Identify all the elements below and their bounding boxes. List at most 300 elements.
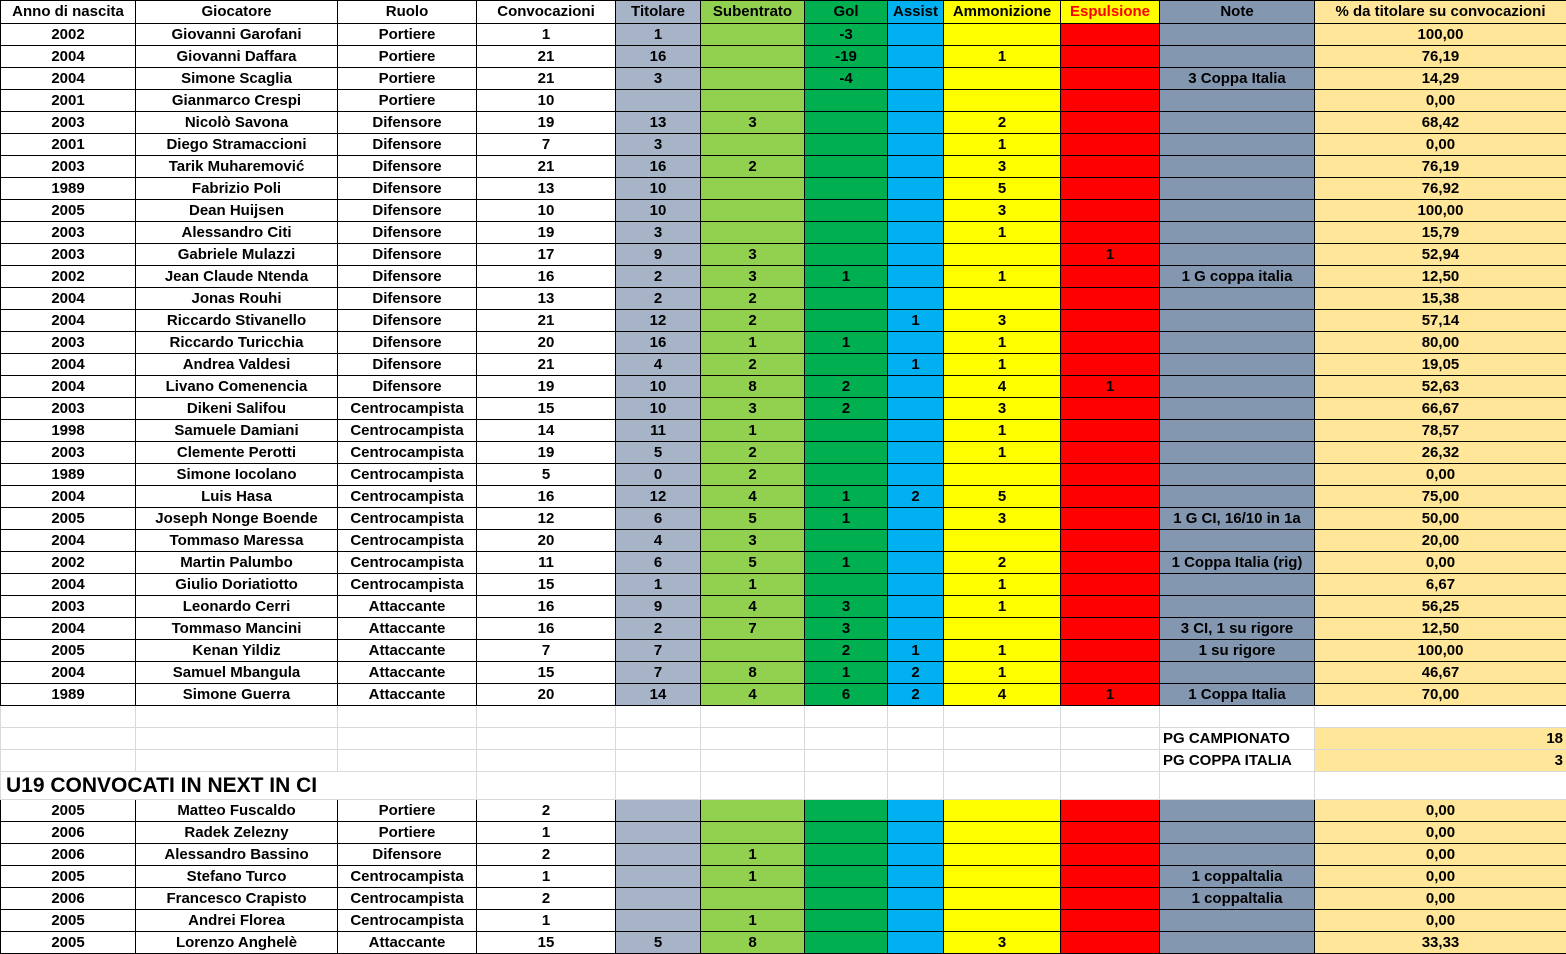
empty-cell[interactable] — [1061, 706, 1160, 728]
cell-giocatore[interactable]: Matteo Fuscaldo — [136, 800, 338, 822]
cell-gol[interactable] — [805, 910, 888, 932]
cell-assist[interactable] — [888, 596, 944, 618]
cell-ruolo[interactable]: Centrocampista — [338, 508, 477, 530]
cell-espulsione[interactable] — [1061, 508, 1160, 530]
cell-percentuale[interactable]: 15,38 — [1315, 288, 1566, 310]
cell-espulsione[interactable] — [1061, 640, 1160, 662]
cell-ruolo[interactable]: Portiere — [338, 90, 477, 112]
empty-cell[interactable] — [701, 750, 805, 772]
cell-subentrato[interactable]: 3 — [701, 530, 805, 552]
cell-giocatore[interactable]: Nicolò Savona — [136, 112, 338, 134]
cell-subentrato[interactable]: 2 — [701, 288, 805, 310]
cell-giocatore[interactable]: Francesco Crapisto — [136, 888, 338, 910]
cell-percentuale[interactable]: 68,42 — [1315, 112, 1566, 134]
cell-espulsione[interactable] — [1061, 618, 1160, 640]
cell-ruolo[interactable]: Attaccante — [338, 618, 477, 640]
cell-ruolo[interactable]: Attaccante — [338, 684, 477, 706]
cell-giocatore[interactable]: Giovanni Garofani — [136, 24, 338, 46]
cell-ammonizione[interactable] — [944, 90, 1061, 112]
cell-ammonizione[interactable]: 3 — [944, 156, 1061, 178]
cell-percentuale[interactable]: 0,00 — [1315, 464, 1566, 486]
cell-note[interactable] — [1160, 376, 1315, 398]
cell-note[interactable]: 1 coppaltalia — [1160, 888, 1315, 910]
cell-titolare[interactable] — [616, 910, 701, 932]
cell-convocazioni[interactable]: 15 — [477, 398, 616, 420]
cell-gol[interactable] — [805, 800, 888, 822]
cell-subentrato[interactable]: 3 — [701, 112, 805, 134]
cell-gol[interactable] — [805, 90, 888, 112]
cell-assist[interactable] — [888, 46, 944, 68]
cell-espulsione[interactable] — [1061, 888, 1160, 910]
cell-anno[interactable]: 2002 — [1, 266, 136, 288]
cell-subentrato[interactable]: 8 — [701, 932, 805, 954]
cell-percentuale[interactable]: 75,00 — [1315, 486, 1566, 508]
cell-espulsione[interactable] — [1061, 552, 1160, 574]
cell-percentuale[interactable]: 0,00 — [1315, 552, 1566, 574]
cell-convocazioni[interactable]: 10 — [477, 90, 616, 112]
header-percentuale[interactable]: % da titolare su convocazioni — [1315, 1, 1566, 24]
empty-cell[interactable] — [701, 728, 805, 750]
cell-note[interactable] — [1160, 178, 1315, 200]
cell-espulsione[interactable] — [1061, 46, 1160, 68]
cell-anno[interactable]: 2006 — [1, 888, 136, 910]
cell-note[interactable]: 1 coppaltalia — [1160, 866, 1315, 888]
cell-assist[interactable] — [888, 112, 944, 134]
cell-subentrato[interactable] — [701, 800, 805, 822]
cell-anno[interactable]: 1989 — [1, 464, 136, 486]
empty-cell[interactable] — [1160, 706, 1315, 728]
cell-gol[interactable]: -3 — [805, 24, 888, 46]
cell-ammonizione[interactable]: 1 — [944, 574, 1061, 596]
cell-subentrato[interactable]: 5 — [701, 552, 805, 574]
cell-ruolo[interactable]: Difensore — [338, 332, 477, 354]
cell-assist[interactable]: 2 — [888, 684, 944, 706]
cell-titolare[interactable]: 7 — [616, 662, 701, 684]
cell-ruolo[interactable]: Attaccante — [338, 662, 477, 684]
cell-titolare[interactable] — [616, 844, 701, 866]
cell-percentuale[interactable]: 6,67 — [1315, 574, 1566, 596]
cell-ruolo[interactable]: Centrocampista — [338, 420, 477, 442]
empty-cell[interactable] — [944, 706, 1061, 728]
cell-percentuale[interactable]: 52,63 — [1315, 376, 1566, 398]
cell-note[interactable]: 3 CI, 1 su rigore — [1160, 618, 1315, 640]
cell-anno[interactable]: 2003 — [1, 112, 136, 134]
cell-giocatore[interactable]: Jonas Rouhi — [136, 288, 338, 310]
cell-gol[interactable]: 2 — [805, 376, 888, 398]
cell-assist[interactable] — [888, 200, 944, 222]
cell-gol[interactable]: 1 — [805, 486, 888, 508]
cell-anno[interactable]: 2002 — [1, 552, 136, 574]
cell-convocazioni[interactable]: 19 — [477, 112, 616, 134]
empty-cell[interactable] — [944, 772, 1061, 800]
cell-gol[interactable] — [805, 888, 888, 910]
pg-coppa-italia-label[interactable]: PG COPPA ITALIA — [1160, 750, 1315, 772]
cell-subentrato[interactable]: 1 — [701, 332, 805, 354]
empty-cell[interactable] — [338, 750, 477, 772]
cell-ammonizione[interactable]: 5 — [944, 486, 1061, 508]
cell-percentuale[interactable]: 12,50 — [1315, 266, 1566, 288]
cell-subentrato[interactable] — [701, 46, 805, 68]
cell-anno[interactable]: 2003 — [1, 398, 136, 420]
cell-subentrato[interactable] — [701, 178, 805, 200]
cell-note[interactable] — [1160, 442, 1315, 464]
cell-anno[interactable]: 2005 — [1, 640, 136, 662]
cell-percentuale[interactable]: 100,00 — [1315, 24, 1566, 46]
cell-ammonizione[interactable]: 1 — [944, 662, 1061, 684]
cell-percentuale[interactable]: 0,00 — [1315, 888, 1566, 910]
cell-giocatore[interactable]: Clemente Perotti — [136, 442, 338, 464]
cell-percentuale[interactable]: 0,00 — [1315, 866, 1566, 888]
empty-cell[interactable] — [136, 706, 338, 728]
cell-ammonizione[interactable]: 1 — [944, 420, 1061, 442]
cell-ammonizione[interactable]: 5 — [944, 178, 1061, 200]
cell-subentrato[interactable]: 8 — [701, 662, 805, 684]
header-assist[interactable]: Assist — [888, 1, 944, 24]
cell-titolare[interactable]: 0 — [616, 464, 701, 486]
cell-note[interactable] — [1160, 288, 1315, 310]
cell-convocazioni[interactable]: 19 — [477, 442, 616, 464]
cell-ammonizione[interactable]: 1 — [944, 640, 1061, 662]
cell-ammonizione[interactable] — [944, 288, 1061, 310]
cell-assist[interactable] — [888, 800, 944, 822]
cell-assist[interactable]: 1 — [888, 354, 944, 376]
empty-cell[interactable] — [805, 750, 888, 772]
cell-note[interactable] — [1160, 90, 1315, 112]
empty-cell[interactable] — [136, 750, 338, 772]
cell-giocatore[interactable]: Kenan Yildiz — [136, 640, 338, 662]
cell-titolare[interactable]: 4 — [616, 530, 701, 552]
cell-ammonizione[interactable] — [944, 844, 1061, 866]
cell-percentuale[interactable]: 15,79 — [1315, 222, 1566, 244]
cell-note[interactable] — [1160, 800, 1315, 822]
cell-assist[interactable] — [888, 68, 944, 90]
cell-gol[interactable] — [805, 200, 888, 222]
header-note[interactable]: Note — [1160, 1, 1315, 24]
cell-titolare[interactable]: 10 — [616, 376, 701, 398]
empty-cell[interactable] — [616, 728, 701, 750]
cell-convocazioni[interactable]: 13 — [477, 288, 616, 310]
cell-convocazioni[interactable]: 15 — [477, 662, 616, 684]
cell-percentuale[interactable]: 14,29 — [1315, 68, 1566, 90]
cell-ammonizione[interactable] — [944, 888, 1061, 910]
cell-percentuale[interactable]: 19,05 — [1315, 354, 1566, 376]
cell-assist[interactable] — [888, 552, 944, 574]
cell-ruolo[interactable]: Centrocampista — [338, 552, 477, 574]
empty-cell[interactable] — [477, 750, 616, 772]
cell-note[interactable]: 1 Coppa Italia — [1160, 684, 1315, 706]
cell-ammonizione[interactable] — [944, 530, 1061, 552]
cell-note[interactable]: 3 Coppa Italia — [1160, 68, 1315, 90]
cell-giocatore[interactable]: Tommaso Mancini — [136, 618, 338, 640]
header-espulsione[interactable]: Espulsione — [1061, 1, 1160, 24]
cell-convocazioni[interactable]: 10 — [477, 200, 616, 222]
cell-subentrato[interactable]: 2 — [701, 464, 805, 486]
cell-ammonizione[interactable]: 1 — [944, 46, 1061, 68]
cell-anno[interactable]: 2004 — [1, 46, 136, 68]
cell-percentuale[interactable]: 78,57 — [1315, 420, 1566, 442]
empty-cell[interactable] — [1, 706, 136, 728]
empty-cell[interactable] — [1061, 750, 1160, 772]
cell-convocazioni[interactable]: 2 — [477, 800, 616, 822]
cell-note[interactable] — [1160, 662, 1315, 684]
header-convocazioni[interactable]: Convocazioni — [477, 1, 616, 24]
cell-ruolo[interactable]: Difensore — [338, 222, 477, 244]
cell-convocazioni[interactable]: 5 — [477, 464, 616, 486]
cell-giocatore[interactable]: Dikeni Salifou — [136, 398, 338, 420]
cell-gol[interactable]: 3 — [805, 596, 888, 618]
cell-gol[interactable]: 3 — [805, 618, 888, 640]
cell-titolare[interactable]: 9 — [616, 596, 701, 618]
cell-percentuale[interactable]: 50,00 — [1315, 508, 1566, 530]
cell-note[interactable] — [1160, 46, 1315, 68]
cell-convocazioni[interactable]: 7 — [477, 134, 616, 156]
cell-giocatore[interactable]: Samuele Damiani — [136, 420, 338, 442]
cell-ammonizione[interactable]: 1 — [944, 442, 1061, 464]
cell-note[interactable] — [1160, 200, 1315, 222]
cell-subentrato[interactable]: 7 — [701, 618, 805, 640]
cell-note[interactable] — [1160, 596, 1315, 618]
cell-convocazioni[interactable]: 21 — [477, 354, 616, 376]
header-anno[interactable]: Anno di nascita — [1, 1, 136, 24]
empty-cell[interactable] — [805, 728, 888, 750]
cell-note[interactable] — [1160, 464, 1315, 486]
empty-cell[interactable] — [338, 706, 477, 728]
cell-titolare[interactable]: 7 — [616, 640, 701, 662]
cell-convocazioni[interactable]: 15 — [477, 574, 616, 596]
cell-espulsione[interactable] — [1061, 932, 1160, 954]
cell-titolare[interactable]: 13 — [616, 112, 701, 134]
cell-titolare[interactable]: 3 — [616, 68, 701, 90]
cell-subentrato[interactable] — [701, 134, 805, 156]
cell-subentrato[interactable]: 1 — [701, 866, 805, 888]
empty-cell[interactable] — [477, 706, 616, 728]
cell-assist[interactable] — [888, 156, 944, 178]
cell-espulsione[interactable] — [1061, 200, 1160, 222]
cell-ammonizione[interactable] — [944, 866, 1061, 888]
cell-subentrato[interactable] — [701, 68, 805, 90]
cell-titolare[interactable]: 16 — [616, 156, 701, 178]
cell-anno[interactable]: 1998 — [1, 420, 136, 442]
cell-note[interactable] — [1160, 574, 1315, 596]
cell-convocazioni[interactable]: 16 — [477, 486, 616, 508]
cell-subentrato[interactable] — [701, 888, 805, 910]
cell-ammonizione[interactable] — [944, 822, 1061, 844]
cell-ruolo[interactable]: Portiere — [338, 46, 477, 68]
cell-ruolo[interactable]: Difensore — [338, 266, 477, 288]
pg-campionato-value[interactable]: 18 — [1315, 728, 1566, 750]
cell-note[interactable]: 1 su rigore — [1160, 640, 1315, 662]
cell-espulsione[interactable]: 1 — [1061, 376, 1160, 398]
cell-anno[interactable]: 2005 — [1, 200, 136, 222]
cell-anno[interactable]: 2003 — [1, 222, 136, 244]
cell-gol[interactable] — [805, 442, 888, 464]
cell-gol[interactable]: 1 — [805, 332, 888, 354]
cell-assist[interactable] — [888, 266, 944, 288]
cell-espulsione[interactable] — [1061, 822, 1160, 844]
empty-cell[interactable] — [1315, 772, 1566, 800]
cell-gol[interactable] — [805, 222, 888, 244]
cell-giocatore[interactable]: Tarik Muharemović — [136, 156, 338, 178]
cell-ammonizione[interactable] — [944, 244, 1061, 266]
cell-assist[interactable] — [888, 618, 944, 640]
cell-giocatore[interactable]: Simone Iocolano — [136, 464, 338, 486]
cell-ammonizione[interactable] — [944, 618, 1061, 640]
cell-ruolo[interactable]: Portiere — [338, 68, 477, 90]
cell-ammonizione[interactable] — [944, 68, 1061, 90]
cell-anno[interactable]: 2004 — [1, 574, 136, 596]
cell-giocatore[interactable]: Stefano Turco — [136, 866, 338, 888]
cell-convocazioni[interactable]: 19 — [477, 376, 616, 398]
cell-percentuale[interactable]: 0,00 — [1315, 800, 1566, 822]
cell-ammonizione[interactable]: 1 — [944, 596, 1061, 618]
cell-giocatore[interactable]: Alessandro Citi — [136, 222, 338, 244]
cell-percentuale[interactable]: 66,67 — [1315, 398, 1566, 420]
cell-giocatore[interactable]: Lorenzo Anghelè — [136, 932, 338, 954]
cell-subentrato[interactable]: 4 — [701, 486, 805, 508]
cell-gol[interactable]: -4 — [805, 68, 888, 90]
cell-giocatore[interactable]: Radek Zelezny — [136, 822, 338, 844]
cell-giocatore[interactable]: Simone Guerra — [136, 684, 338, 706]
cell-titolare[interactable]: 4 — [616, 354, 701, 376]
empty-cell[interactable] — [477, 728, 616, 750]
cell-gol[interactable] — [805, 134, 888, 156]
cell-convocazioni[interactable]: 16 — [477, 266, 616, 288]
cell-note[interactable] — [1160, 244, 1315, 266]
cell-note[interactable] — [1160, 822, 1315, 844]
cell-subentrato[interactable] — [701, 640, 805, 662]
cell-giocatore[interactable]: Dean Huijsen — [136, 200, 338, 222]
cell-subentrato[interactable]: 2 — [701, 156, 805, 178]
cell-anno[interactable]: 2004 — [1, 310, 136, 332]
cell-espulsione[interactable] — [1061, 288, 1160, 310]
cell-ammonizione[interactable]: 3 — [944, 398, 1061, 420]
cell-titolare[interactable]: 6 — [616, 508, 701, 530]
cell-giocatore[interactable]: Giulio Doriatiotto — [136, 574, 338, 596]
cell-subentrato[interactable] — [701, 24, 805, 46]
cell-titolare[interactable]: 1 — [616, 24, 701, 46]
cell-espulsione[interactable] — [1061, 332, 1160, 354]
cell-ammonizione[interactable]: 1 — [944, 134, 1061, 156]
cell-ammonizione[interactable] — [944, 464, 1061, 486]
cell-gol[interactable] — [805, 844, 888, 866]
cell-assist[interactable] — [888, 822, 944, 844]
cell-assist[interactable] — [888, 442, 944, 464]
cell-gol[interactable] — [805, 112, 888, 134]
cell-note[interactable]: 1 G coppa italia — [1160, 266, 1315, 288]
cell-convocazioni[interactable]: 1 — [477, 910, 616, 932]
cell-titolare[interactable]: 12 — [616, 486, 701, 508]
cell-percentuale[interactable]: 26,32 — [1315, 442, 1566, 464]
cell-anno[interactable]: 2003 — [1, 156, 136, 178]
cell-note[interactable] — [1160, 134, 1315, 156]
cell-giocatore[interactable]: Andrei Florea — [136, 910, 338, 932]
empty-cell[interactable] — [944, 728, 1061, 750]
cell-ruolo[interactable]: Centrocampista — [338, 464, 477, 486]
cell-espulsione[interactable] — [1061, 222, 1160, 244]
cell-ammonizione[interactable]: 3 — [944, 508, 1061, 530]
cell-assist[interactable] — [888, 244, 944, 266]
cell-giocatore[interactable]: Riccardo Stivanello — [136, 310, 338, 332]
cell-anno[interactable]: 2005 — [1, 932, 136, 954]
cell-ruolo[interactable]: Difensore — [338, 376, 477, 398]
cell-convocazioni[interactable]: 2 — [477, 888, 616, 910]
cell-ruolo[interactable]: Attaccante — [338, 640, 477, 662]
cell-assist[interactable]: 2 — [888, 486, 944, 508]
cell-assist[interactable] — [888, 888, 944, 910]
cell-giocatore[interactable]: Giovanni Daffara — [136, 46, 338, 68]
cell-anno[interactable]: 2003 — [1, 596, 136, 618]
cell-espulsione[interactable]: 1 — [1061, 684, 1160, 706]
cell-anno[interactable]: 1989 — [1, 178, 136, 200]
cell-titolare[interactable]: 3 — [616, 134, 701, 156]
cell-percentuale[interactable]: 100,00 — [1315, 640, 1566, 662]
cell-ammonizione[interactable]: 1 — [944, 266, 1061, 288]
cell-anno[interactable]: 2003 — [1, 332, 136, 354]
cell-convocazioni[interactable]: 21 — [477, 310, 616, 332]
empty-cell[interactable] — [1061, 728, 1160, 750]
empty-cell[interactable] — [338, 728, 477, 750]
empty-cell[interactable] — [701, 772, 805, 800]
cell-espulsione[interactable] — [1061, 354, 1160, 376]
cell-percentuale[interactable]: 33,33 — [1315, 932, 1566, 954]
cell-gol[interactable] — [805, 530, 888, 552]
cell-gol[interactable] — [805, 420, 888, 442]
empty-cell[interactable] — [477, 772, 616, 800]
cell-assist[interactable] — [888, 530, 944, 552]
cell-ammonizione[interactable]: 1 — [944, 222, 1061, 244]
cell-note[interactable] — [1160, 910, 1315, 932]
header-giocatore[interactable]: Giocatore — [136, 1, 338, 24]
cell-gol[interactable] — [805, 866, 888, 888]
cell-titolare[interactable] — [616, 822, 701, 844]
cell-subentrato[interactable]: 2 — [701, 310, 805, 332]
cell-gol[interactable] — [805, 354, 888, 376]
empty-cell[interactable] — [701, 706, 805, 728]
cell-ruolo[interactable]: Centrocampista — [338, 574, 477, 596]
cell-ruolo[interactable]: Attaccante — [338, 596, 477, 618]
cell-anno[interactable]: 2001 — [1, 90, 136, 112]
cell-note[interactable] — [1160, 24, 1315, 46]
cell-percentuale[interactable]: 76,19 — [1315, 46, 1566, 68]
cell-titolare[interactable] — [616, 800, 701, 822]
cell-gol[interactable] — [805, 178, 888, 200]
cell-percentuale[interactable]: 0,00 — [1315, 844, 1566, 866]
cell-anno[interactable]: 1989 — [1, 684, 136, 706]
cell-ruolo[interactable]: Portiere — [338, 24, 477, 46]
cell-ruolo[interactable]: Centrocampista — [338, 398, 477, 420]
cell-titolare[interactable]: 6 — [616, 552, 701, 574]
empty-cell[interactable] — [616, 772, 701, 800]
cell-espulsione[interactable] — [1061, 442, 1160, 464]
cell-percentuale[interactable]: 57,14 — [1315, 310, 1566, 332]
cell-subentrato[interactable]: 4 — [701, 596, 805, 618]
pg-coppa-italia-value[interactable]: 3 — [1315, 750, 1566, 772]
cell-anno[interactable]: 2001 — [1, 134, 136, 156]
cell-assist[interactable] — [888, 932, 944, 954]
cell-ruolo[interactable]: Difensore — [338, 354, 477, 376]
empty-cell[interactable] — [1315, 706, 1566, 728]
header-ruolo[interactable]: Ruolo — [338, 1, 477, 24]
cell-giocatore[interactable]: Luis Hasa — [136, 486, 338, 508]
cell-gol[interactable] — [805, 574, 888, 596]
cell-note[interactable] — [1160, 486, 1315, 508]
cell-espulsione[interactable] — [1061, 464, 1160, 486]
cell-espulsione[interactable] — [1061, 134, 1160, 156]
cell-ruolo[interactable]: Difensore — [338, 178, 477, 200]
cell-assist[interactable] — [888, 910, 944, 932]
cell-ammonizione[interactable]: 3 — [944, 932, 1061, 954]
empty-cell[interactable] — [944, 750, 1061, 772]
